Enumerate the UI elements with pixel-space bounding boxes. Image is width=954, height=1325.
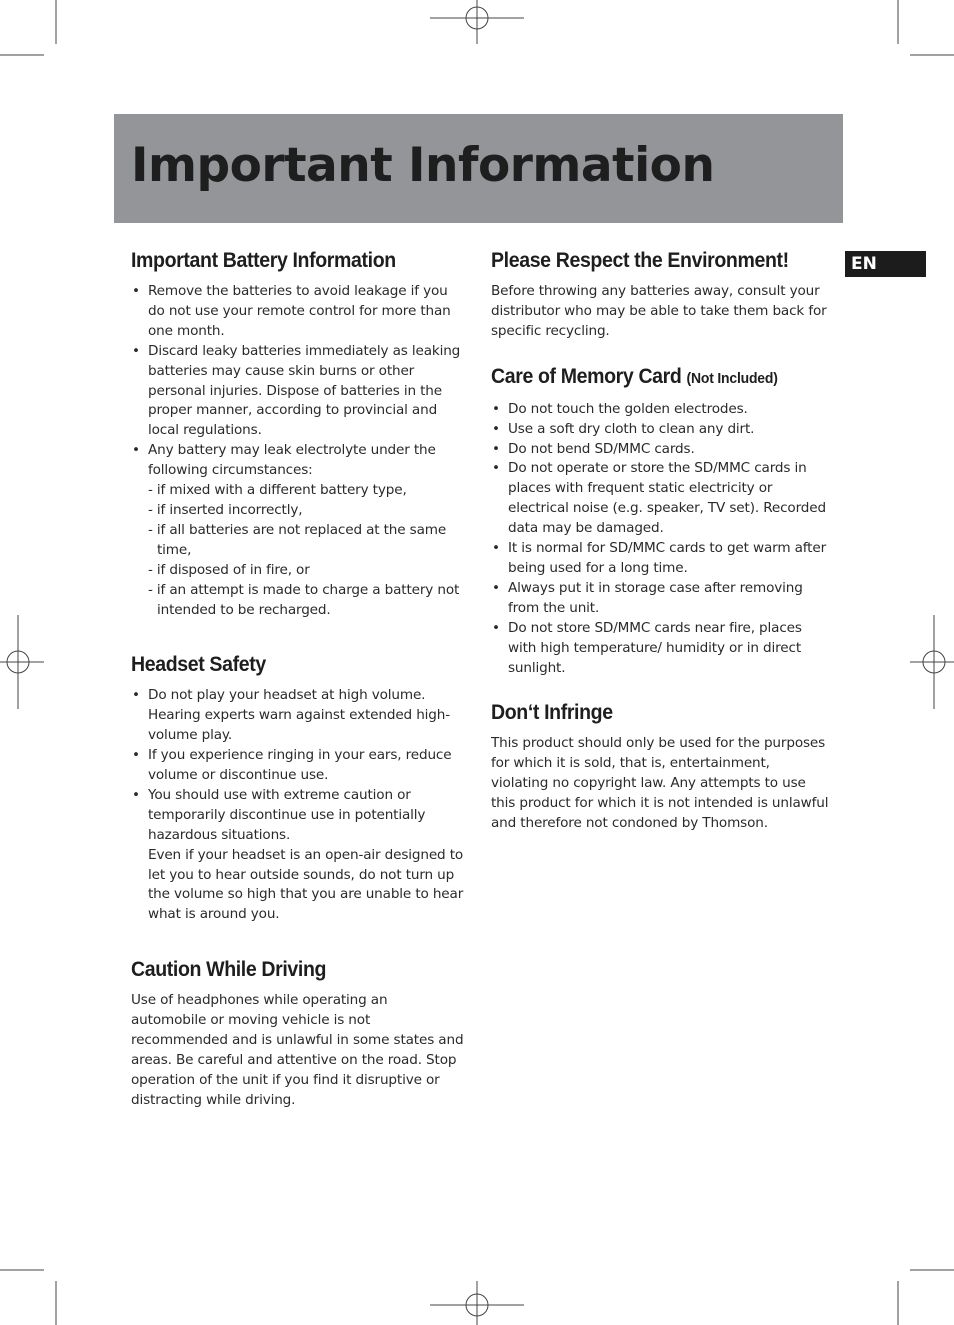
environment-section (491, 246, 831, 342)
driving-section (131, 955, 466, 1110)
memory-card-list (491, 400, 831, 679)
battery-list (131, 282, 466, 620)
list-item: • Do not store SD/MMC cards near fire, places with high temperature/ humidity or in direct sunlight. (491, 619, 831, 679)
infringe-section (491, 698, 831, 834)
headset-list (131, 686, 466, 925)
circumstance-item: - if disposed of in fire, or (148, 561, 310, 578)
driving-heading: Caution While Driving (131, 958, 327, 982)
battery-heading: Important Battery Information (131, 249, 396, 272)
list-item: • Discard leaky batteries immediately as leaking batteries may cause skin burns or other personal injuries. Dispose of batteries in the proper manner, according to provincial and local regulations. (131, 342, 466, 442)
list-item: • Do not bend SD/MMC cards. (491, 440, 831, 460)
memory-card-heading-text: Care of Memory Card (491, 364, 682, 388)
left-column (131, 246, 466, 1129)
list-item (131, 786, 466, 925)
environment-heading: Please Respect the Environment! (491, 249, 789, 272)
language-tab: EN (845, 251, 926, 277)
infringe-text: This product should only be used for the purposes for which it is sold, that is, entertainment, violating no copyright law. Any attempts to use this product for which it is not intended is unlawful and therefore not condoned by Thomson. (491, 735, 829, 832)
circumstance-item: - if inserted incorrectly, (148, 501, 303, 518)
list-item: • Remove the batteries to avoid leakage if you do not use your remote control for more than one month. (131, 282, 466, 342)
list-item: • It is normal for SD/MMC cards to get warm after being used for a long time. (491, 539, 831, 579)
list-item: • Always put it in storage case after removing from the unit. (491, 579, 831, 619)
battery-section (131, 246, 466, 620)
list-item: • Use a soft dry cloth to clean any dirt. (491, 420, 831, 440)
right-column (491, 246, 831, 852)
title-banner (114, 114, 843, 223)
list-item (131, 441, 466, 620)
circumstance-item: - if an attempt is made to charge a battery not intended to be recharged. (148, 581, 460, 618)
headset-heading: Headset Safety (131, 653, 266, 677)
list-item-text: Any battery may leak electrolyte under the following circumstances: (148, 442, 436, 479)
page-title: Important Information (131, 138, 715, 193)
list-item-extra: Even if your headset is an open-air designed to let you to hear outside sounds, do not turn up the volume so high that you are unable to hear what is around you. (148, 846, 464, 923)
list-item: • If you experience ringing in your ears, reduce volume or discontinue use. (131, 746, 466, 786)
list-item: • Do not operate or store the SD/MMC cards in places with frequent static electricity or electrical noise (e.g. speaker, TV set). Recorded data may be damaged. (491, 459, 831, 539)
infringe-heading: Don‘t Infringe (491, 701, 613, 725)
list-item: • Do not play your headset at high volume. Hearing experts warn against extended high-volume play. (131, 686, 466, 746)
list-item: • Do not touch the golden electrodes. (491, 400, 831, 420)
memory-card-heading-note: (Not Included) (686, 369, 778, 387)
circumstance-item: - if all batteries are not replaced at the same time, (148, 521, 447, 558)
circumstance-item: - if mixed with a different battery type, (148, 482, 407, 499)
list-item-text: You should use with extreme caution or temporarily discontinue use in potentially hazardous situations. (148, 786, 426, 843)
memory-card-section (491, 362, 831, 679)
headset-section (131, 650, 466, 925)
memory-card-heading (491, 362, 807, 394)
environment-text: Before throwing any batteries away, consult your distributor who may be able to take them back for specific recycling. (491, 283, 827, 339)
driving-text: Use of headphones while operating an automobile or moving vehicle is not recommended and is unlawful in some states and areas. Be careful and attentive on the road. Stop operation of the unit if you find it disruptive or distracting while driving. (131, 992, 464, 1108)
